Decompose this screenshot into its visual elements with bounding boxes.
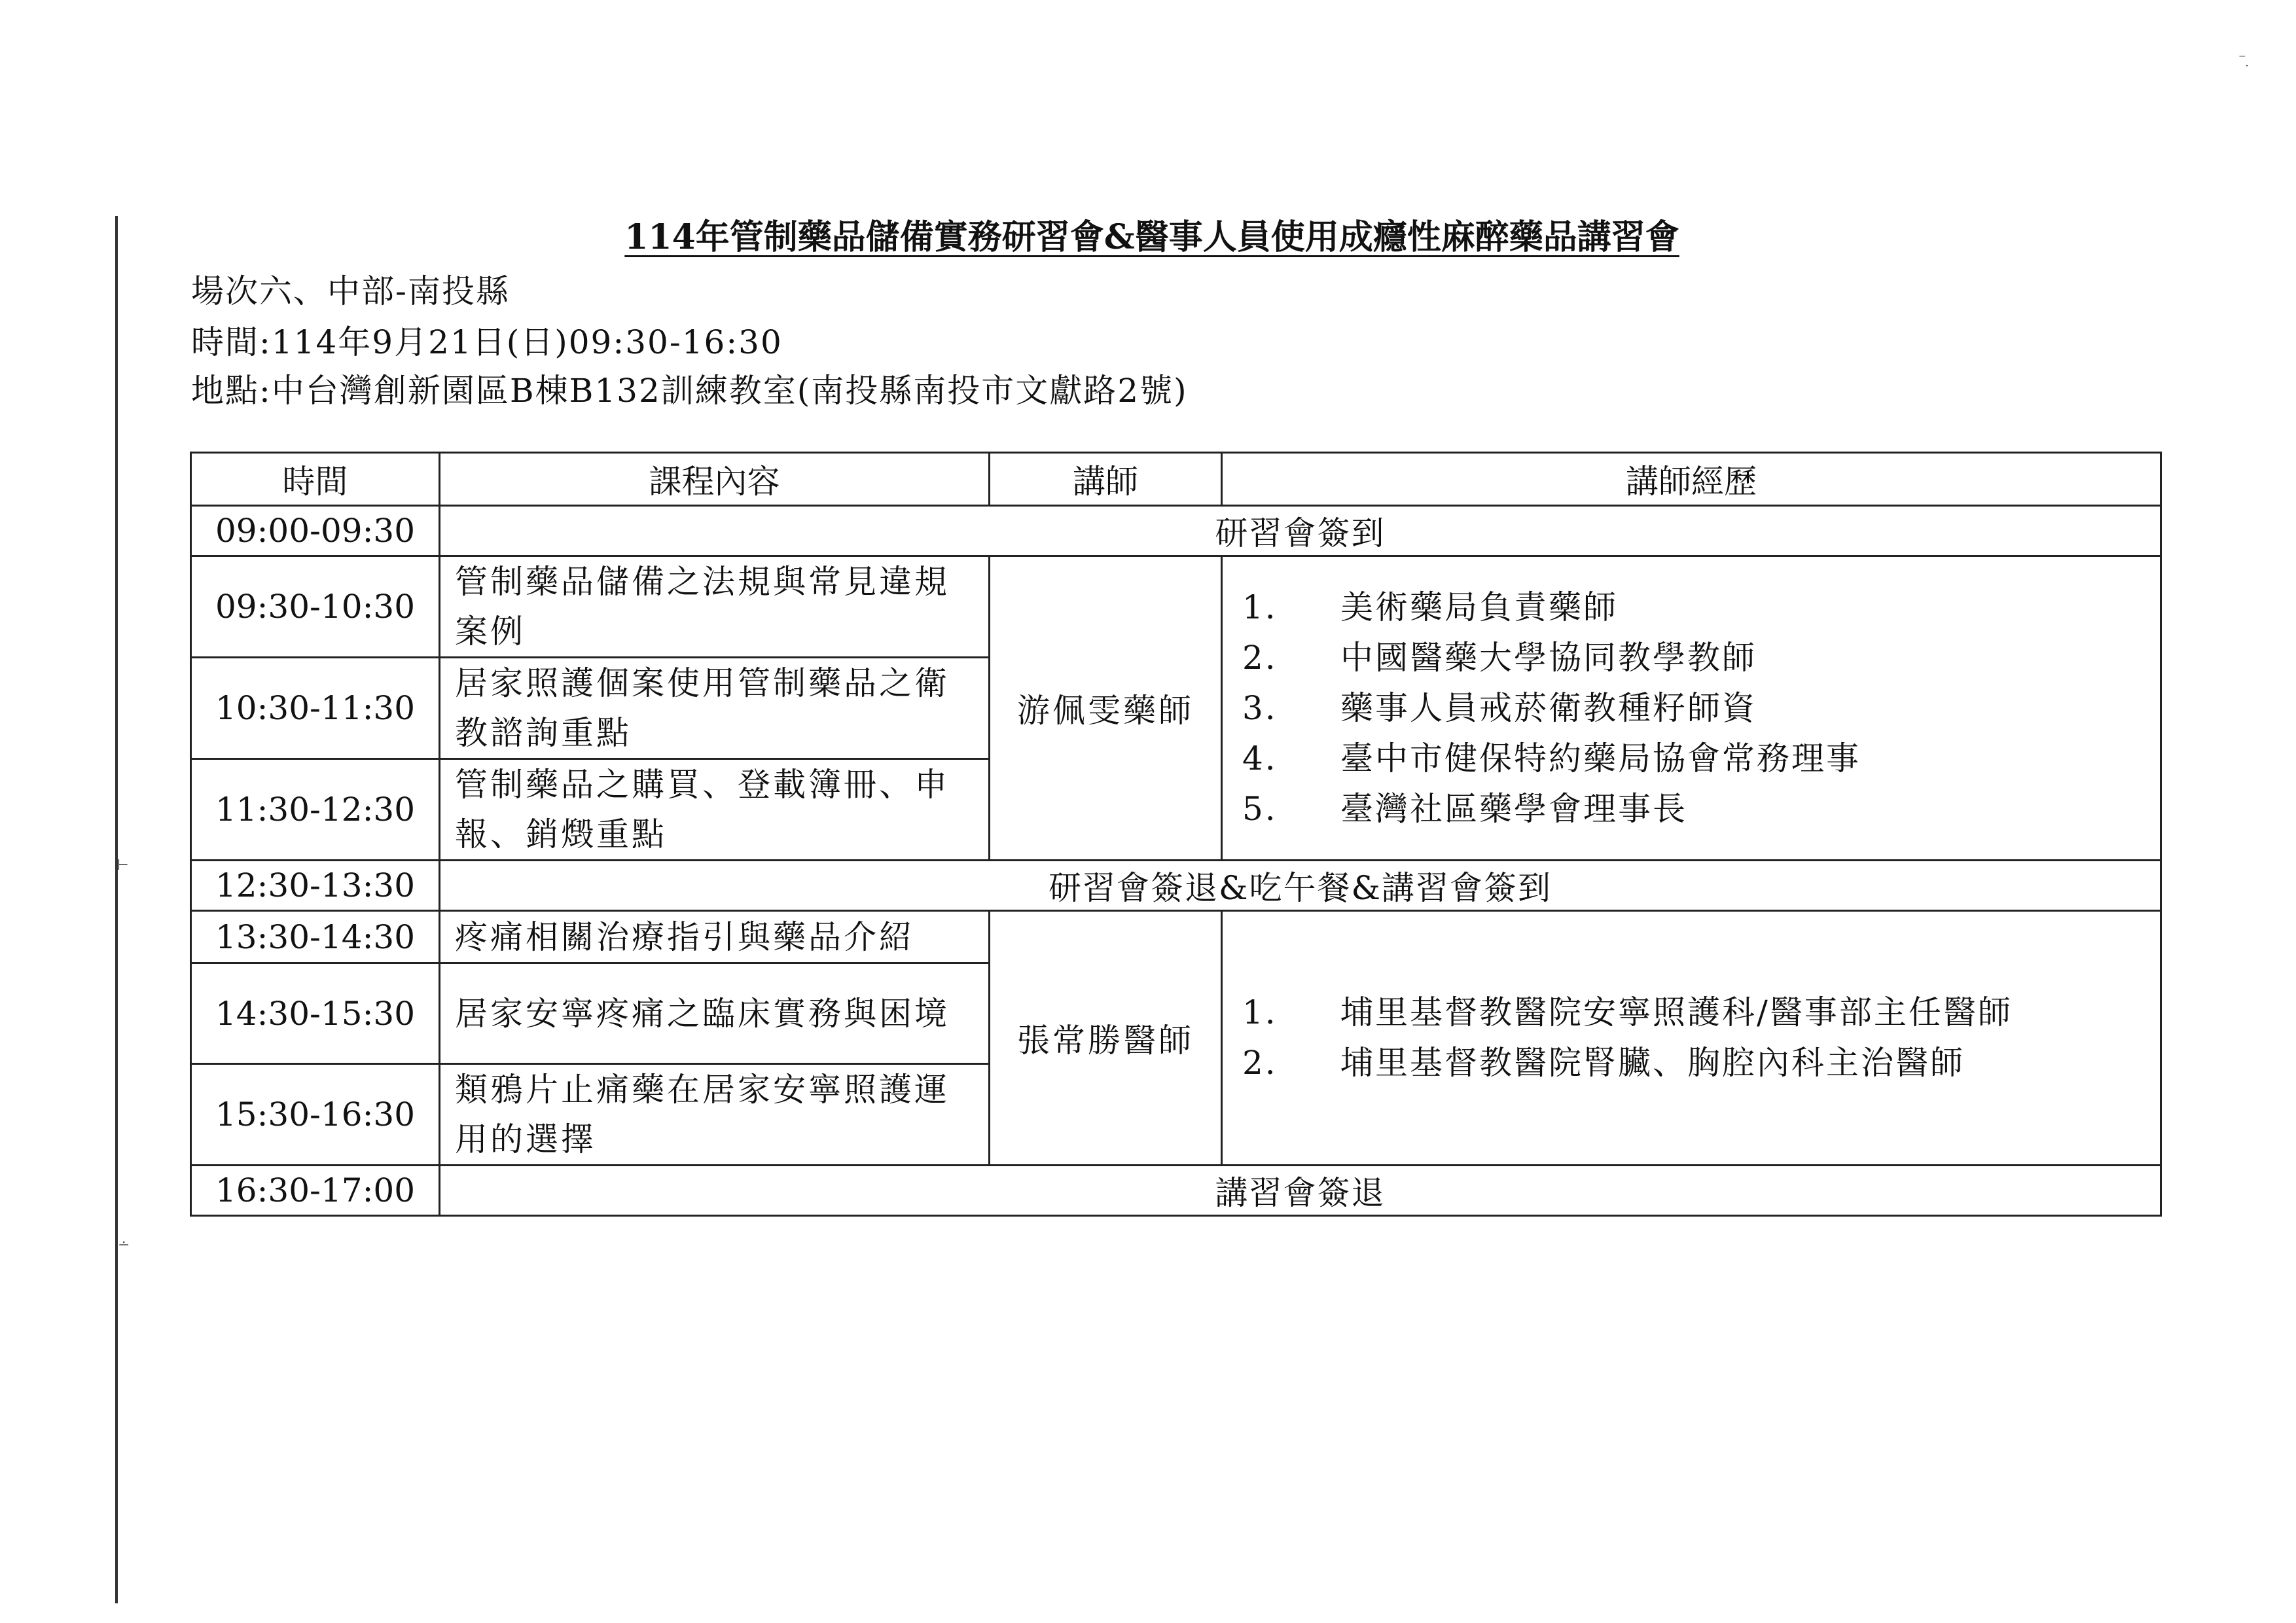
header-bio: 講師經歷 [1222, 453, 2161, 506]
scan-speck: ⁻ ̣ [2238, 51, 2251, 67]
table-row [191, 911, 2161, 963]
topic-cell: 居家照護個案使用管制藥品之衛教諮詢重點 [440, 658, 990, 759]
list-item: 1. 美術藥局負責藥師 [1242, 588, 1618, 626]
time-cell: 10:30-11:30 [191, 658, 440, 759]
time-cell: 09:30-10:30 [191, 556, 440, 658]
header-content: 課程內容 [440, 453, 990, 506]
list-item: 2. 中國醫藥大學協同教學教師 [1242, 638, 1757, 677]
time-cell: 12:30-13:30 [191, 861, 440, 911]
time-cell: 11:30-12:30 [191, 759, 440, 861]
list-item: 5. 臺灣社區藥學會理事長 [1242, 789, 1687, 828]
topic-cell: 居家安寧疼痛之臨床實務與困境 [440, 963, 990, 1064]
header-lecturer: 講師 [990, 453, 1222, 506]
lecturer-name: 張常勝醫師 [990, 911, 1222, 1166]
time-cell: 09:00-09:30 [191, 506, 440, 556]
time-cell: 16:30-17:00 [191, 1166, 440, 1216]
lecturer-bio [1222, 911, 2161, 1166]
table-row [191, 556, 2161, 658]
list-item: 3. 藥事人員戒菸衛教種籽師資 [1242, 688, 1757, 727]
list-item: 1. 埔里基督教醫院安寧照護科/醫事部主任醫師 [1242, 993, 2013, 1031]
location-line: 地點:中台灣創新園區B棟B132訓練教室(南投縣南投市文獻路2號) [191, 372, 1188, 410]
session-line: 場次六、中部-南投縣 [191, 272, 510, 310]
lecturer-bio [1222, 556, 2161, 861]
time-cell: 14:30-15:30 [191, 963, 440, 1064]
break-cell: 研習會簽退&吃午餐&講習會簽到 [440, 861, 2161, 911]
list-item: 2. 埔里基督教醫院腎臟、胸腔內科主治醫師 [1242, 1044, 1965, 1082]
table-row [191, 506, 2161, 556]
topic-cell: 疼痛相關治療指引與藥品介紹 [440, 911, 990, 963]
time-cell: 15:30-16:30 [191, 1064, 440, 1166]
page-title: 114年管制藥品儲備實務研習會&醫事人員使用成癮性麻醉藥品講習會 [624, 217, 1679, 257]
bio-list [1237, 582, 2145, 834]
lecturer-name: 游佩雯藥師 [990, 556, 1222, 861]
signout-cell: 講習會簽退 [440, 1166, 2161, 1216]
table-row [191, 861, 2161, 911]
header-time: 時間 [191, 453, 440, 506]
topic-cell: 管制藥品儲備之法規與常見違規案例 [440, 556, 990, 658]
topic-cell: 管制藥品之購買、登載簿冊、申報、銷燬重點 [440, 759, 990, 861]
binding-line [115, 216, 118, 1603]
table-row [191, 1166, 2161, 1216]
scan-speck: ⊢ [117, 857, 129, 874]
bio-list [1237, 988, 2145, 1088]
time-cell: 13:30-14:30 [191, 911, 440, 963]
scan-speck: ∸ [118, 1237, 130, 1253]
registration-cell: 研習會簽到 [440, 506, 2161, 556]
list-item: 4. 臺中市健保特約藥局協會常務理事 [1242, 739, 1861, 777]
table-header-row [191, 453, 2161, 506]
time-line: 時間:114年9月21日(日)09:30-16:30 [191, 323, 783, 361]
schedule-table [190, 452, 2162, 1217]
topic-cell: 類鴉片止痛藥在居家安寧照護運用的選擇 [440, 1064, 990, 1166]
